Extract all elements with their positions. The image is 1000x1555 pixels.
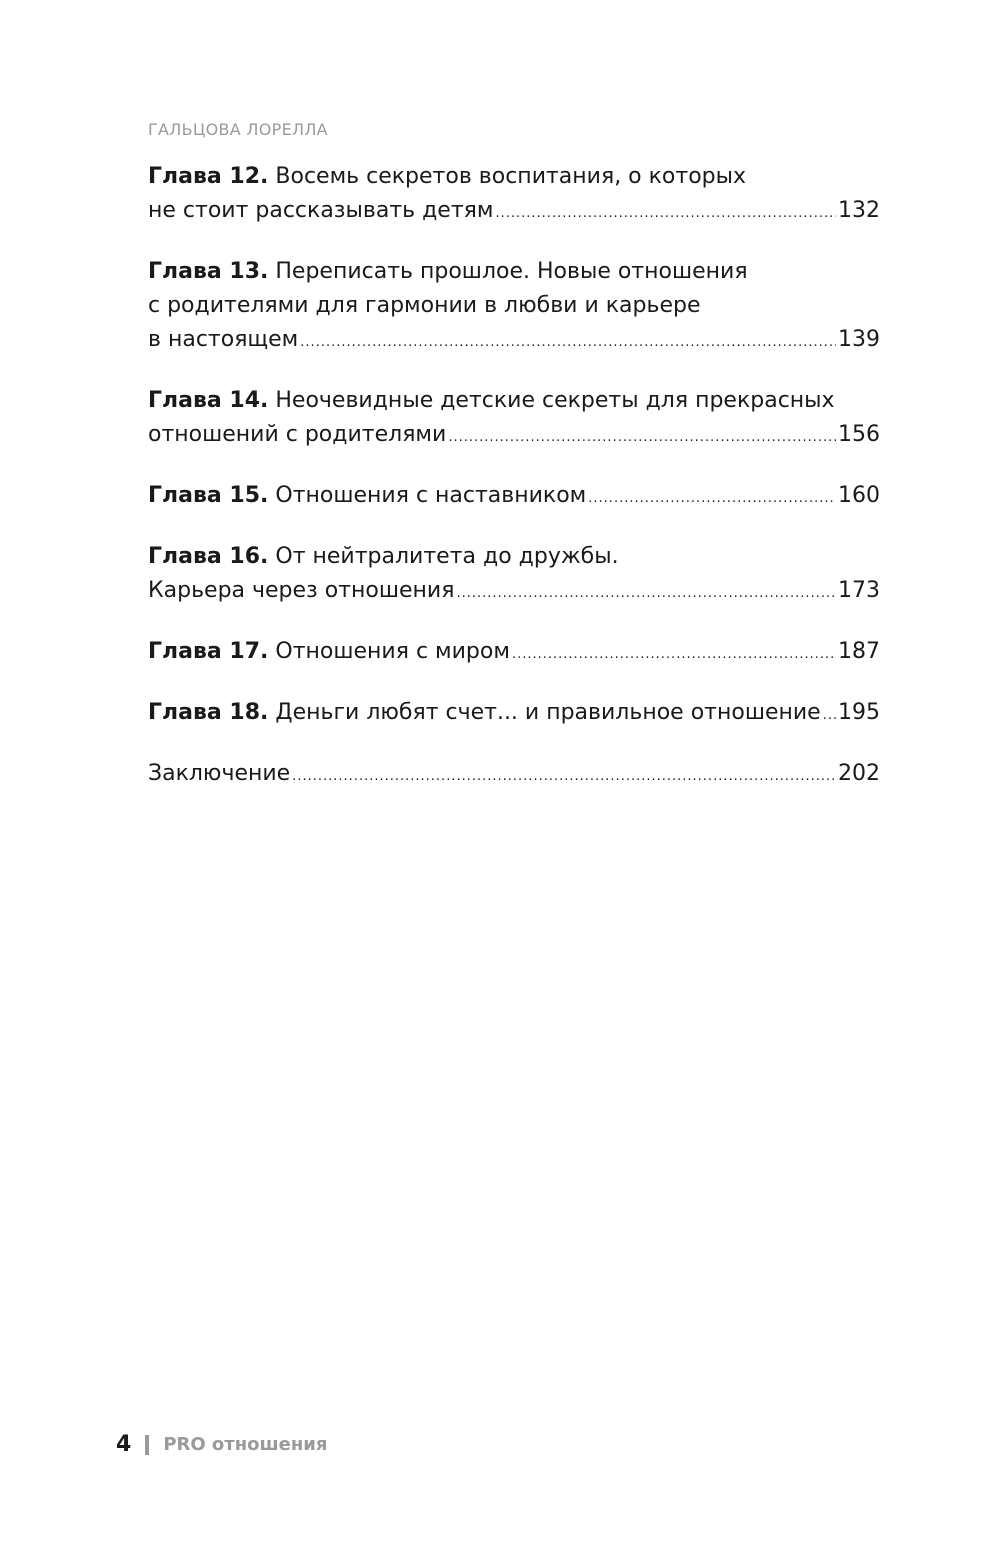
dot-leader (300, 326, 836, 360)
page-number: 156 (838, 422, 880, 447)
chapter-title-line: Отношения с миром (275, 639, 510, 664)
chapter-label: Глава 16. (148, 544, 269, 569)
chapter-title-line: Заключение (148, 761, 291, 786)
toc-entry-chapter-13[interactable] (148, 255, 880, 360)
toc-entry-last-line (148, 323, 880, 360)
dot-leader (292, 760, 836, 794)
chapter-title-line: Деньги любят счет... и правильное отношение (275, 700, 821, 725)
chapter-label: Глава 14. (148, 388, 269, 413)
dot-leader (495, 197, 836, 231)
running-head: ГАЛЬЦОВА ЛОРЕЛЛА (148, 120, 328, 139)
chapter-label: Глава 12. (148, 164, 269, 189)
chapter-title-line: Отношения с наставником (275, 483, 587, 508)
footer-divider-bar (145, 1435, 149, 1455)
dot-leader (588, 482, 836, 516)
toc-entry-last-line (148, 194, 880, 231)
toc-entry-chapter-17[interactable] (148, 635, 880, 672)
toc-entry-chapter-15[interactable] (148, 479, 880, 516)
chapter-title-line: Карьера через отношения (148, 578, 455, 603)
toc-entry-first-line (148, 255, 880, 289)
page-number: 160 (838, 483, 880, 508)
toc-entry-last-line (148, 757, 880, 794)
dot-leader (823, 699, 836, 733)
chapter-title-line: Восемь секретов воспитания, о которых (275, 164, 747, 189)
chapter-label: Глава 18. (148, 700, 269, 725)
toc-entry-chapter-18[interactable] (148, 696, 880, 733)
toc-entry-first-line (148, 540, 880, 574)
page-number: 173 (838, 578, 880, 603)
chapter-title-line: Переписать прошлое. Новые отношения (275, 259, 748, 284)
dot-leader (448, 421, 836, 455)
toc-entry-text (148, 635, 510, 669)
chapter-label: Глава 17. (148, 639, 269, 664)
chapter-title-line: Неочевидные детские секреты для прекрасных (275, 388, 835, 413)
toc-entry-chapter-12[interactable] (148, 160, 880, 231)
book-title: PRO отношения (163, 1434, 328, 1455)
page-number: 202 (838, 761, 880, 786)
chapter-title-line: отношений с родителями (148, 422, 447, 447)
toc-entry-last-line (148, 418, 880, 455)
folio-page-number: 4 (116, 1432, 132, 1457)
toc-entry-last-line (148, 696, 880, 733)
page-number: 187 (838, 639, 880, 664)
toc-entry-chapter-14[interactable] (148, 384, 880, 455)
dot-leader (512, 638, 836, 672)
page-number: 195 (838, 700, 880, 725)
toc-entry-last-line (148, 635, 880, 672)
chapter-title-line: не стоит рассказывать детям (148, 198, 494, 223)
toc-entry-text (148, 696, 821, 730)
toc-entry-chapter-16[interactable] (148, 540, 880, 611)
chapter-label: Глава 13. (148, 259, 269, 284)
page-footer (116, 1432, 327, 1457)
chapter-title-line: с родителями для гармонии в любви и карьере (148, 293, 701, 318)
chapter-label: Глава 15. (148, 483, 269, 508)
dot-leader (456, 577, 836, 611)
page-number: 139 (838, 327, 880, 352)
toc-entry-conclusion[interactable] (148, 757, 880, 794)
chapter-title-line: От нейтралитета до дружбы. (275, 544, 619, 569)
chapter-title-line: в настоящем (148, 327, 299, 352)
toc-entry-first-line (148, 160, 880, 194)
toc-entry-last-line (148, 574, 880, 611)
table-of-contents (148, 160, 880, 794)
toc-entry-text (148, 479, 586, 513)
toc-entry-last-line (148, 479, 880, 516)
page-number: 132 (838, 198, 880, 223)
toc-entry-first-line (148, 384, 880, 418)
